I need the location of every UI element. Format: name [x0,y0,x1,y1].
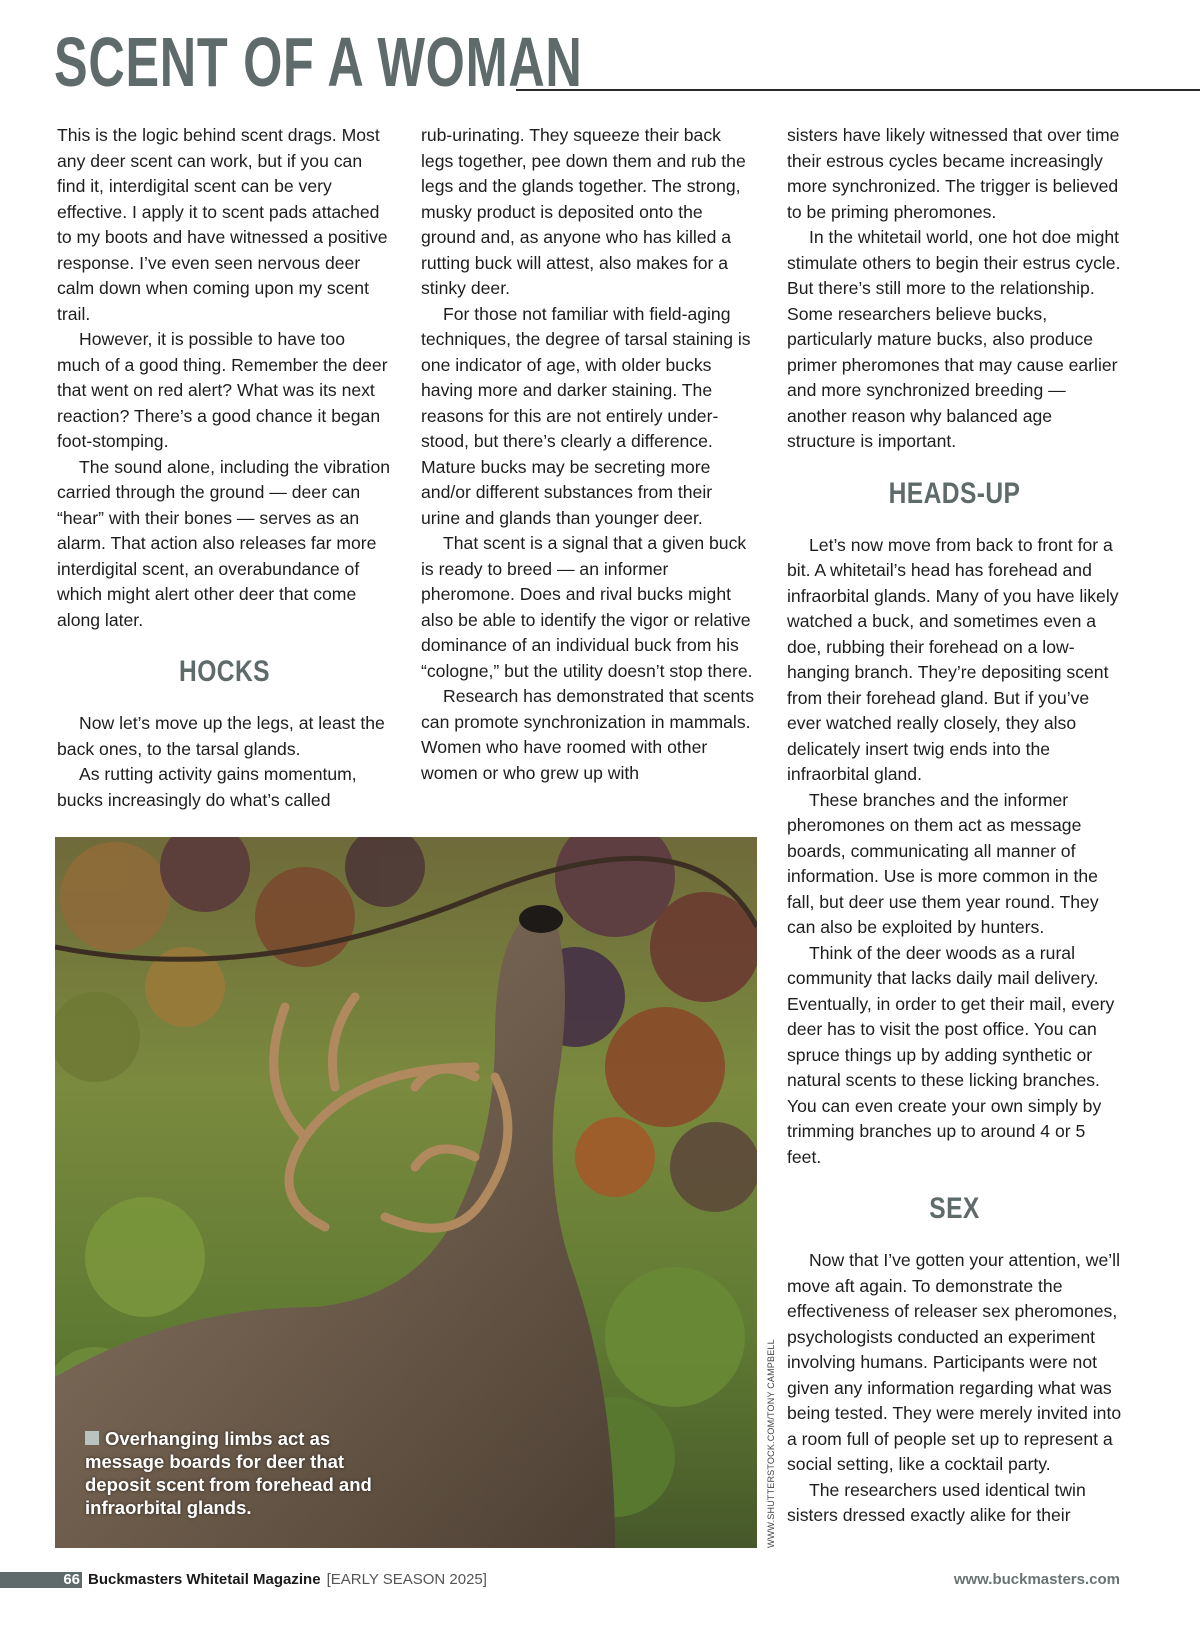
paragraph: Now let’s move up the legs, at least the back ones, to the tarsal glands. [57,713,385,759]
subhead-sex: SEX [929,1192,980,1225]
paragraph: That scent is a signal that a given buck is ready to breed — an informer pheromone. Does and rival bucks might also be able to identify the vigor or relative dominance of an individual buck from his “cologne,” but the utility doesn’t stop there. [421,533,753,681]
footer-magazine [88,1571,487,1589]
subhead-hocks: HOCKS [179,655,270,688]
page-number: 66 [63,1571,80,1588]
paragraph: For those not familiar with field-aging techniques, the degree of tarsal staining is one indicator of age, with older bucks having more and darker staining. The reasons for this are not entirely understood, but there’s clearly a difference. Mature bucks may be secreting more and/or different substances from their urine and glands than younger deer. [421,303,751,528]
paragraph: These branches and the informer pheromones on them act as message boards, communicating all manner of information. Use is more common in the fall, but deer use them year round. They can also be exploited by hunters. [787,789,1099,937]
paragraph: rub-urinating. They squeeze their back legs together, pee down them and rub the legs and the glands together. The strong, musky product is deposited onto the ground and, as anyone who has killed a rutting buck will attest, also makes for a stinky deer. [421,125,746,298]
paragraph: However, it is possible to have too much of a good thing. Remember the deer that went on red alert? What was its next reaction? There’s a good chance it began foot-stomping. [57,329,388,451]
paragraph: Research has demonstrated that scents can promote synchronization in mammals. Women who have roomed with other women or who grew up with [421,686,754,783]
paragraph: In the whitetail world, one hot doe might stimulate others to begin their estrus cycle. But there’s still more to the relationship. Some researchers believe bucks, particularly mature bucks, also produce primer pheromones that may cause earlier and more synchronized breeding — another reason why balanced age structure is important. [787,227,1121,451]
paragraph: Now that I’ve gotten your attention, we’ll move aft again. To demonstrate the effectiveness of releaser sex pheromones, psychologists conducted an experiment involving humans. Participants were not given any information regarding what was being tested. They were merely invited into a room full of people set up to represent a social setting, like a cocktail party. [787,1250,1122,1474]
footer-url[interactable]: www.buckmasters.com [953,1571,1120,1588]
title-rule [516,89,1200,91]
paragraph: The researchers used identical twin sisters dressed exactly alike for their [787,1479,1086,1525]
paragraph: Let’s now move from back to front for a bit. A whitetail’s head has forehead and infraorbital glands. Many of you have likely watched a buck, and sometimes even a doe, rubbing their forehead on a low-hanging branch. They’re depositing scent from their forehead gland. But if you’ve ever watched really closely, they also delicately insert twig ends into the infraorbital gland. [787,534,1119,784]
column-2 [421,123,756,786]
paragraph: As rutting activity gains momentum, bucks increasingly do what’s called [57,764,357,810]
paragraph: This is the logic behind scent drags. Most any deer scent can work, but if you can find it, interdigital scent can be very effective. I apply it to scent pads attached to my boots and have witnessed a positive response. I’ve even seen nervous deer calm down when coming upon my scent trail. [57,125,388,324]
column-1 [57,123,392,813]
paragraph: sisters have likely witnessed that over time their estrous cycles became increasingly more synchronized. The trigger is believed to be priming pheromones. [787,125,1120,222]
photo-credit: WWW.SHUTTERSTOCK.COM/TONY CAMPBELL [766,1339,776,1548]
caption-marker [85,1431,99,1445]
caption-text: Overhanging limbs act as message boards for deer that deposit scent from forehead and infraorbital glands. [85,1428,372,1518]
paragraph: Think of the deer woods as a rural community that lacks daily mail delivery. Eventually, in order to get their mail, every deer has to visit the post office. You can spruce things up by adding synthetic or natural scents to these licking branches. You can even create your own simply by trimming branches up to around 4 or 5 feet. [787,942,1115,1167]
magazine-name: Buckmasters Whitetail Magazine [88,1571,321,1588]
column-3 [787,123,1122,1529]
issue-label: [EARLY SEASON 2025] [326,1571,487,1588]
paragraph: The sound alone, including the vibration carried through the ground — deer can “hear” with their bones — serves as an alarm. That action also releases far more interdigital scent, an overabundance of which might alert other deer that come along later. [57,456,391,630]
photo-caption [85,1427,385,1519]
article-title: SCENT OF A WOMAN [54,23,583,101]
subhead-heads-up: HEADS-UP [888,476,1021,510]
